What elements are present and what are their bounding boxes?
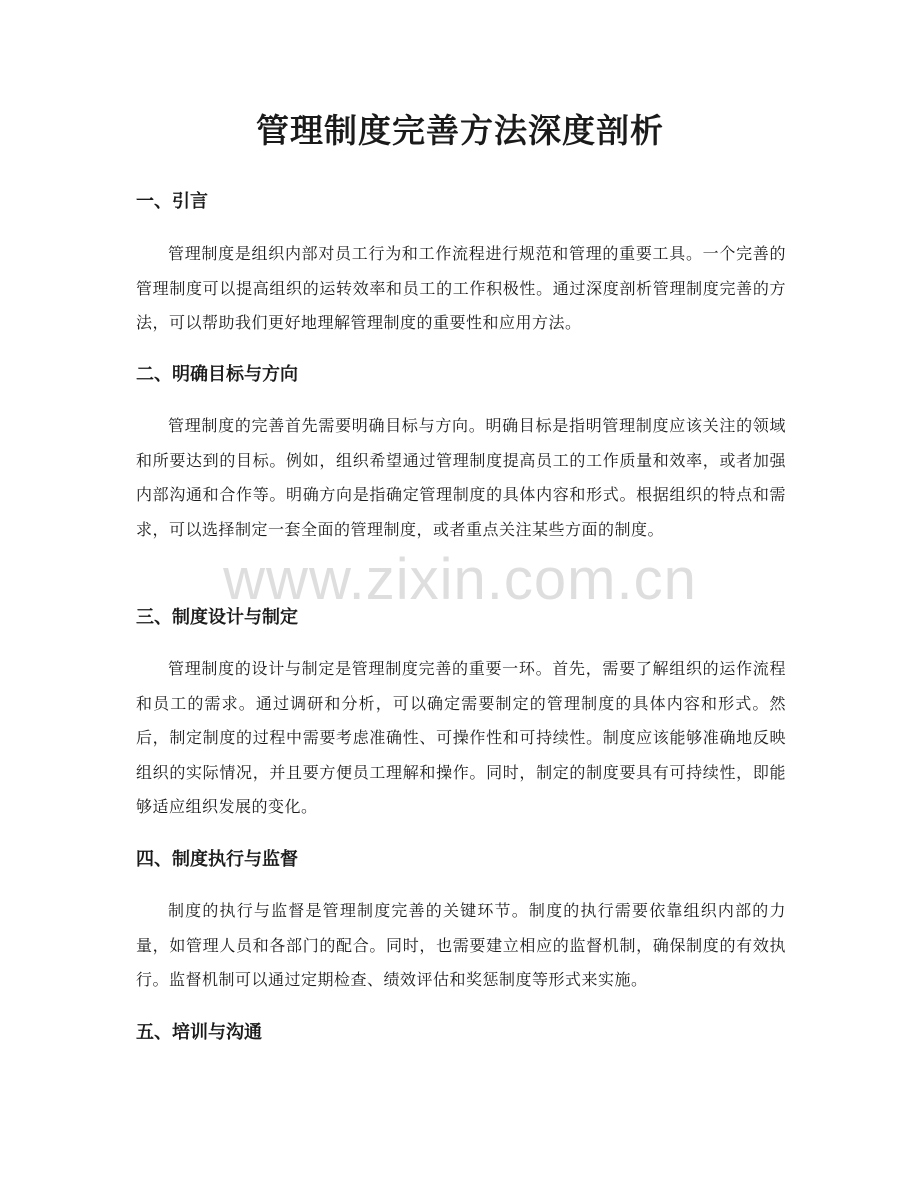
section-heading-intro: 一、引言 xyxy=(136,191,208,212)
section-body-design: 管理制度的设计与制定是管理制度完善的重要一环。首先，需要了解组织的运作流程和员工的需求。通过调研和分析，可以确定需要制定的管理制度的具体内容和形式。然后，制定制度的过程中需要考虑准确性、可操作性和可持续性。制度应该能够准确地反映组织的实际情况，并且要方便员工理解和操作。同时，制定的制度要具有可持续性，即能够适应组织发展的变化。 xyxy=(136,659,786,816)
section-heading-goals: 二、明确目标与方向 xyxy=(136,364,298,385)
section-body-goals: 管理制度的完善首先需要明确目标与方向。明确目标是指明管理制度应该关注的领域和所要达到的目标。例如，组织希望通过管理制度提高员工的工作质量和效率，或者加强内部沟通和合作等。明确方向是指确定管理制度的具体内容和形式。根据组织的特点和需求，可以选择制定一套全面的管理制度，或者重点关注某些方面的制度。 xyxy=(136,416,786,539)
section-body-intro: 管理制度是组织内部对员工行为和工作流程进行规范和管理的重要工具。一个完善的管理制度可以提高组织的运转效率和员工的工作积极性。通过深度剖析管理制度完善的方法，可以帮助我们更好地理解管理制度的重要性和应用方法。 xyxy=(136,244,786,332)
section-body-execution: 制度的执行与监督是管理制度完善的关键环节。制度的执行需要依靠组织内部的力量，如管理人员和各部门的配合。同时，也需要建立相应的监督机制，确保制度的有效执行。监督机制可以通过定期检查、绩效评估和奖惩制度等形式来实施。 xyxy=(136,901,786,989)
page-title: 管理制度完善方法深度剖析 xyxy=(256,111,664,150)
watermark-text: www.zixin.com.cn xyxy=(223,547,697,612)
section-heading-execution: 四、制度执行与监督 xyxy=(136,849,298,870)
section-heading-design: 三、制度设计与制定 xyxy=(136,607,298,628)
section-heading-training: 五、培训与沟通 xyxy=(136,1022,262,1043)
